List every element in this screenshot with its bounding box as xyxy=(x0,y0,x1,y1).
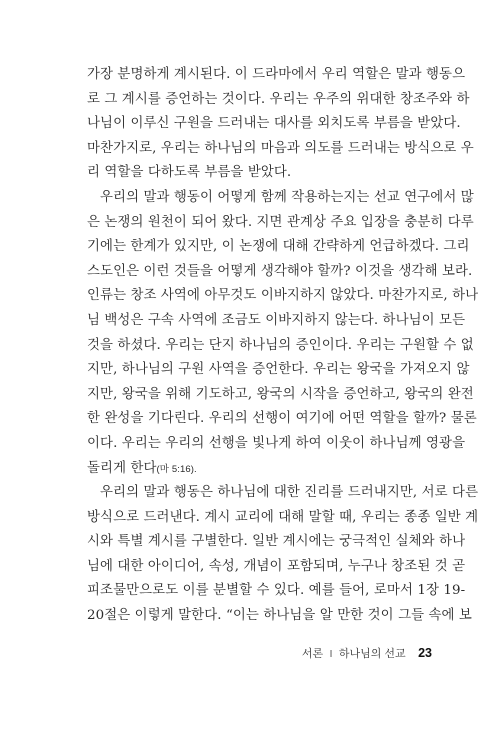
text-line: 나님이 이루신 구원을 드러내는 대사를 외치도록 부름을 받았다. xyxy=(87,116,461,132)
text-line: 방식으로 드러낸다. 계시 교리에 대해 말할 때, 우리는 종종 일반 계 xyxy=(87,509,479,525)
text-line: 피조물만으로도 이를 분별할 수 있다. 예를 들어, 로마서 1장 19- xyxy=(87,583,466,599)
page-number: 23 xyxy=(418,646,432,660)
text-fragment: 돌리게 한다 xyxy=(87,460,157,476)
text-line: 이다. 우리는 우리의 선행을 빛나게 하여 이웃이 하나님께 영광을 xyxy=(87,435,466,451)
text-line: 것을 하셨다. 우리는 단지 하나님의 증인이다. 우리는 구원할 수 없 xyxy=(87,337,474,353)
text-line: 님에 대한 아이디어, 속성, 개념이 포함되며, 누구나 창조된 것 곧 xyxy=(87,558,466,574)
text-line: 시와 특별 계시를 구별한다. 일반 계시에는 궁극적인 실체와 하나 xyxy=(87,534,466,550)
text-line: 은 논쟁의 원천이 되어 왔다. 지면 관계상 주요 입장을 충분히 다루 xyxy=(87,214,474,230)
text-line xyxy=(87,457,433,482)
scripture-reference: (마 5:16). xyxy=(156,463,197,475)
paragraph-first-line: 우리의 말과 행동이 어떻게 함께 작용하는지는 선교 연구에서 많 xyxy=(100,189,474,205)
body-text xyxy=(87,63,479,629)
text-line: 님 백성은 구속 사역에 조금도 이바지하지 않는다. 하나님이 모든 xyxy=(87,312,466,328)
footer-separator: I xyxy=(329,649,333,660)
text-line: 기에는 한계가 있지만, 이 논쟁에 대해 간략하게 언급하겠다. 그리 xyxy=(87,239,470,255)
text-line: 지만, 하나님의 구원 사역을 증언한다. 우리는 왕국을 가져오지 않 xyxy=(87,362,470,378)
text-line: 한 완성을 기다린다. 우리의 선행이 여기에 어떤 역할을 할까? 물론 xyxy=(87,411,477,427)
footer-chapter-title: 하나님의 선교 xyxy=(338,648,406,660)
text-line: 리 역할을 다하도록 부름을 받았다. xyxy=(87,165,292,181)
paragraph-first-line: 우리의 말과 행동은 하나님에 대한 진리를 드러내지만, 서로 다른 xyxy=(100,485,479,501)
footer-section-title: 서론 xyxy=(301,648,324,660)
text-line: 인류는 창조 사역에 아무것도 이바지하지 않았다. 마찬가지로, 하나 xyxy=(87,288,479,304)
text-line: 지만, 왕국을 위해 기도하고, 왕국의 시작을 증언하고, 왕국의 완전 xyxy=(87,386,474,402)
text-line: 스도인은 이런 것들을 어떻게 생각해야 할까? 이것을 생각해 보라. xyxy=(87,263,473,279)
text-line: 20절은 이렇게 말한다. “이는 하나님을 알 만한 것이 그들 속에 보 xyxy=(87,608,472,624)
running-footer xyxy=(0,644,432,662)
text-line: 마찬가지로, 우리는 하나님의 마음과 의도를 드러내는 방식으로 우 xyxy=(87,140,474,156)
text-line: 로 그 계시를 증언하는 것이다. 우리는 우주의 위대한 창조주와 하 xyxy=(87,91,470,107)
text-line: 가장 분명하게 계시된다. 이 드라마에서 우리 역할은 말과 행동으 xyxy=(87,67,466,82)
